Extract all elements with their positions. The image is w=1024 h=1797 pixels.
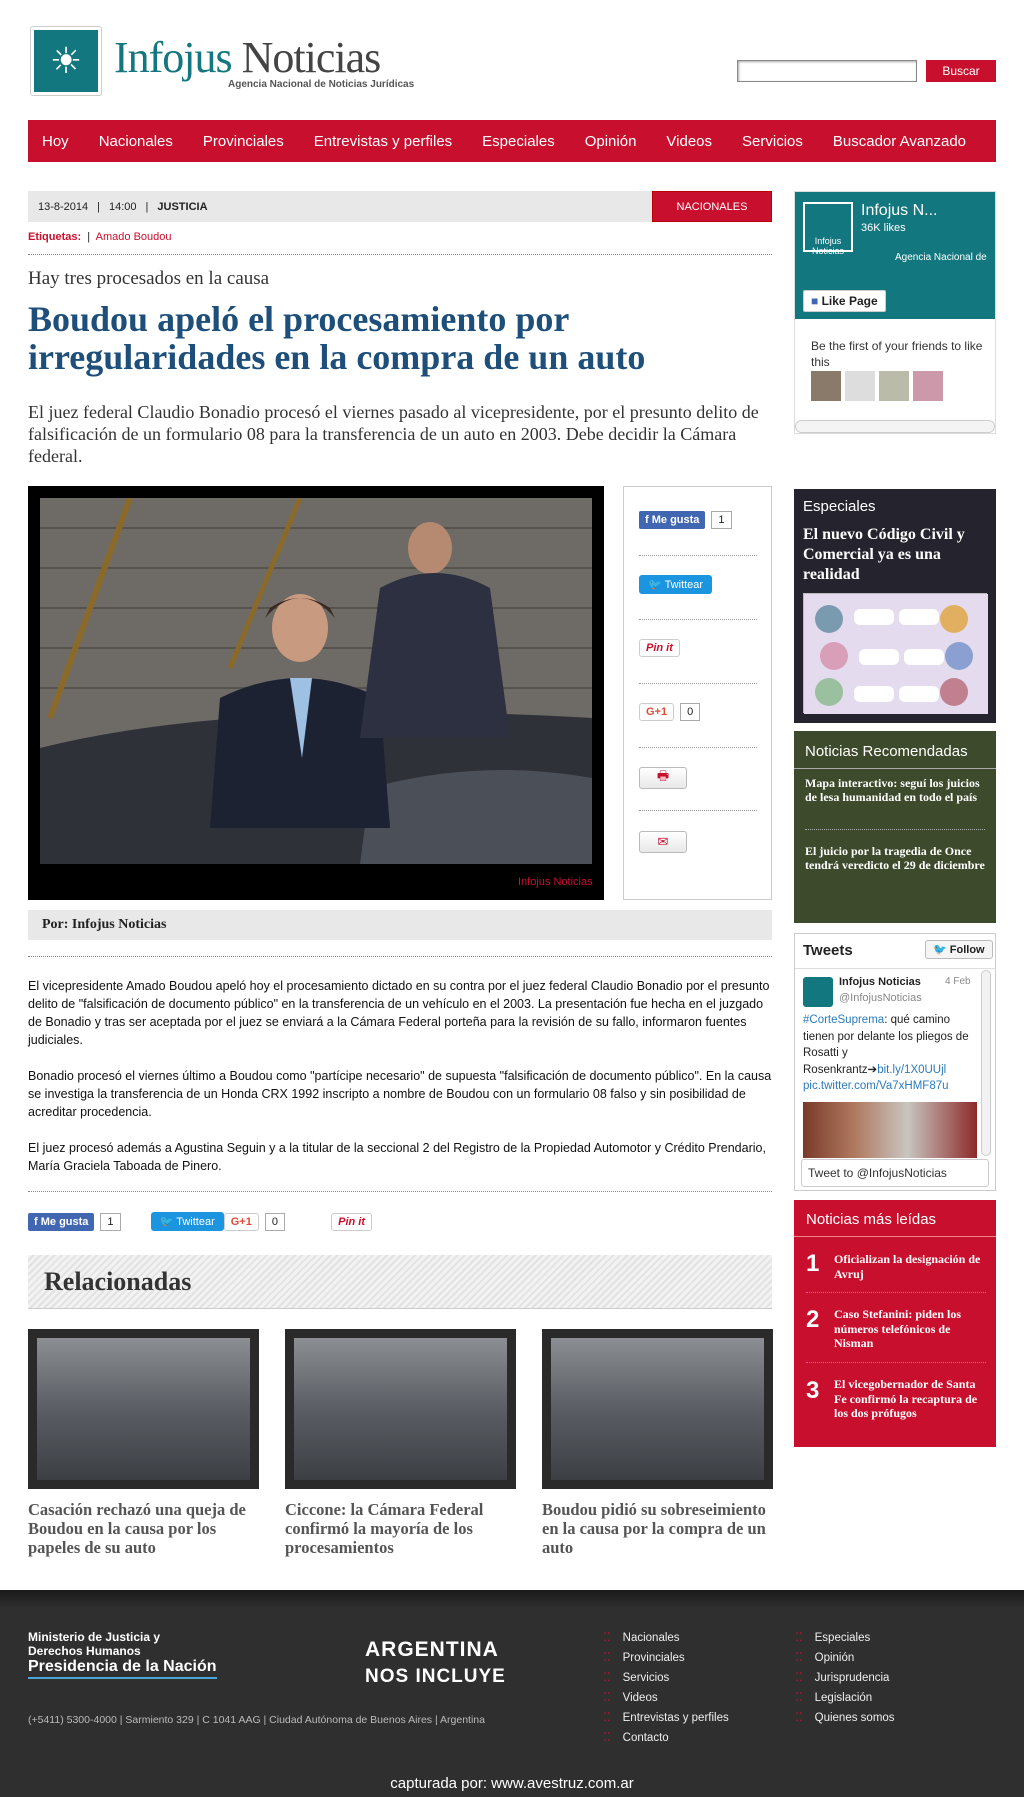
rank-number: 1 bbox=[806, 1250, 820, 1277]
fb-like-button[interactable] bbox=[639, 511, 705, 529]
divider bbox=[639, 555, 757, 556]
footer-link[interactable]: ⁚⁚ Nacionales bbox=[603, 1630, 680, 1644]
recommended-item[interactable]: Mapa interactivo: seguí los juicios de lesa humanidad en todo el país bbox=[805, 776, 980, 804]
tweet-text bbox=[803, 1012, 978, 1095]
related-thumb[interactable] bbox=[542, 1329, 773, 1489]
pin-it-button[interactable]: Pin it bbox=[639, 639, 680, 657]
follow-button[interactable] bbox=[925, 940, 993, 959]
byline bbox=[28, 910, 772, 940]
twitter-bird-icon: 🐦 bbox=[933, 944, 950, 956]
footer-link-label: Especiales bbox=[814, 1632, 871, 1644]
nav-item-especiales[interactable]: Especiales bbox=[482, 132, 555, 150]
divider bbox=[28, 1191, 772, 1192]
gplus-button[interactable]: G+1 bbox=[224, 1213, 259, 1231]
article-photo bbox=[28, 486, 604, 900]
divider bbox=[794, 768, 996, 769]
especiales-title[interactable]: El nuevo Código Civil y Comercial ya es una realidad bbox=[803, 526, 965, 583]
article-lead: El juez federal Claudio Bonadio procesó el viernes pasado al vicepresidente, por el presunto delito de falsificación de un formulario 08 para la transferencia de un auto en 2003. Debe decidir la Cámara federal. bbox=[28, 402, 759, 466]
tweet-label: Twittear bbox=[176, 1216, 215, 1228]
divider bbox=[806, 1292, 986, 1293]
footer-link[interactable]: ⁚⁚ Provinciales bbox=[603, 1650, 685, 1664]
tweet-author[interactable]: Infojus Noticias bbox=[839, 976, 921, 988]
footer-link-label: Videos bbox=[622, 1692, 658, 1704]
facebook-icon: f bbox=[645, 514, 652, 526]
footer-link-label: Jurisprudencia bbox=[814, 1672, 890, 1684]
fb-like-label: Me gusta bbox=[40, 1216, 89, 1228]
footer-link-label: Nacionales bbox=[622, 1632, 680, 1644]
tweets-scrollbar[interactable] bbox=[981, 970, 991, 1156]
rank-number: 3 bbox=[806, 1377, 820, 1404]
divider bbox=[795, 968, 995, 969]
paragraph: El vicepresidente Amado Boudou apeló hoy el procesamiento dictado en su contra por el juez federal Claudio Bonadio por el presunto delito de "falsificación de documento público" en la transferencia de un vehículo en el 2003. La presentación fue hecha en el juzgado de Bonadio y tras ser aceptada por el juez se enviará a la Cámara Federal porteña para la revisión de su fallo, informaron fuentes judiciales. bbox=[28, 979, 770, 1047]
footer-link-label: Contacto bbox=[622, 1732, 669, 1744]
tags-row: Etiquetas: | Amado Boudou bbox=[28, 231, 172, 243]
especiales-illustration[interactable] bbox=[803, 593, 987, 713]
article-headline: Boudou apeló el procesamiento por irregularidades en la compra de un auto bbox=[28, 299, 646, 377]
follow-label: Follow bbox=[949, 944, 985, 956]
tags-label: Etiquetas: bbox=[28, 231, 82, 243]
footer-link[interactable]: ⁚⁚ Especiales bbox=[795, 1630, 871, 1644]
most-read-box bbox=[794, 1200, 996, 1447]
footer-link-label: Entrevistas y perfiles bbox=[622, 1712, 729, 1724]
tweets-heading: Tweets bbox=[803, 942, 853, 959]
nav-item-videos[interactable]: Videos bbox=[666, 132, 713, 150]
search-input[interactable] bbox=[737, 60, 917, 82]
divider bbox=[639, 810, 757, 811]
argentina-logo-line1: ARGENTINA bbox=[365, 1638, 499, 1661]
fb-like-label: Me gusta bbox=[651, 514, 700, 526]
nav-item-entrevistas[interactable]: Entrevistas y perfiles bbox=[313, 132, 453, 150]
tweet-label: Twittear bbox=[664, 579, 704, 591]
logo-badge[interactable] bbox=[30, 26, 102, 96]
related-title[interactable]: Casación rechazó una queja de Boudou en la causa por los papeles de su auto bbox=[28, 1500, 246, 1557]
fb-page-name[interactable]: Infojus N... bbox=[861, 202, 938, 219]
related-photo bbox=[551, 1338, 764, 1480]
divider bbox=[28, 254, 772, 255]
recommended-box bbox=[794, 731, 996, 923]
tweet-body: : qué camino tienen por delante los pliegos de Rosatti y Rosenkrantz➔ bbox=[803, 1014, 969, 1076]
tweet-link[interactable]: bit.ly/1X0UUjl bbox=[877, 1063, 947, 1076]
fb-like-button[interactable] bbox=[28, 1213, 94, 1231]
email-button[interactable] bbox=[639, 831, 687, 853]
nav-item-servicios[interactable]: Servicios bbox=[742, 132, 803, 150]
tweet-button[interactable] bbox=[151, 1212, 224, 1231]
footer-link[interactable]: ⁚⁚ Quienes somos bbox=[795, 1710, 895, 1724]
mail-icon: ✉ bbox=[657, 834, 669, 849]
gplus-count: 0 bbox=[265, 1213, 285, 1231]
fb-like-count: 1 bbox=[100, 1213, 120, 1231]
category-badge[interactable]: NACIONALES bbox=[652, 191, 772, 222]
divider bbox=[28, 956, 772, 957]
divider bbox=[639, 683, 757, 684]
divider bbox=[639, 747, 757, 748]
article-meta-bar: 13-8-2014 | 14:00 | JUSTICIA bbox=[28, 191, 772, 222]
twitter-bird-icon: 🐦 bbox=[159, 1216, 177, 1228]
hashtag-link[interactable]: #CorteSuprema bbox=[803, 1014, 885, 1026]
photo-credit: Infojus Noticias bbox=[518, 876, 593, 888]
logo-name-a: Infojus bbox=[114, 33, 232, 82]
especiales-heading: Especiales bbox=[803, 498, 876, 515]
nav-item-nacionales[interactable]: Nacionales bbox=[98, 132, 173, 150]
nav-item-provinciales[interactable]: Provinciales bbox=[202, 132, 284, 150]
related-photo bbox=[37, 1338, 250, 1480]
divider bbox=[805, 829, 985, 830]
fb-scrollbar[interactable] bbox=[795, 420, 995, 433]
rank-number: 2 bbox=[806, 1306, 820, 1333]
related-title[interactable]: Ciccone: la Cámara Federal confirmó la mayoría de los procesamientos bbox=[285, 1500, 484, 1557]
tweet-to-input[interactable]: Tweet to @InfojusNoticias bbox=[801, 1159, 989, 1187]
footer-link[interactable]: ⁚⁚ Legislación bbox=[795, 1690, 873, 1704]
footer-address: (+5411) 5300-4000 | Sarmiento 329 | C 1041 AAG | Ciudad Autónoma de Buenos Aires | Argentina bbox=[28, 1714, 485, 1726]
article-date: 13-8-2014 bbox=[38, 200, 89, 213]
tweet-button[interactable] bbox=[639, 575, 712, 594]
divider bbox=[794, 1236, 996, 1237]
fb-like-page-button[interactable] bbox=[803, 290, 886, 312]
presidency-logo[interactable]: Presidencia de la Nación bbox=[28, 1658, 217, 1679]
logo-title[interactable] bbox=[114, 34, 380, 82]
print-icon: 🖶 bbox=[656, 768, 670, 783]
footer-link[interactable]: ⁚⁚ Servicios bbox=[603, 1670, 670, 1684]
fb-friend-avatar[interactable] bbox=[811, 371, 841, 401]
article-kicker: Hay tres procesados en la causa bbox=[28, 268, 270, 289]
related-header: Relacionadas bbox=[28, 1255, 772, 1309]
capture-credit: capturada por: www.avestruz.com.ar bbox=[390, 1775, 634, 1792]
fb-cover-sub: Agencia Nacional de bbox=[895, 252, 987, 263]
fb-friend-avatar[interactable] bbox=[879, 371, 909, 401]
fb-friends-text: Be the first of your friends to like this bbox=[811, 339, 983, 369]
photo-image bbox=[40, 498, 592, 864]
search-button[interactable]: Buscar bbox=[926, 60, 996, 82]
related-thumb[interactable] bbox=[285, 1329, 516, 1489]
gplus-button[interactable]: G+1 bbox=[639, 703, 674, 721]
share-box bbox=[623, 486, 772, 900]
tweet-pic-link[interactable]: pic.twitter.com/Va7xHMF87u bbox=[803, 1080, 949, 1092]
bottom-share-bar bbox=[28, 1212, 372, 1231]
paragraph: Bonadio procesó el viernes último a Boudou como "partícipe necesario" de supuesta "falsificación de documento público". En la causa se investiga la transferencia de un Honda CRX 1992 inscripto a nombre de Boudou con un formulario 08 falso y sin posibilidad de acreditar procedencia. bbox=[28, 1069, 772, 1119]
footer-link-label: Quienes somos bbox=[814, 1712, 895, 1724]
article-section[interactable]: JUSTICIA bbox=[157, 200, 208, 213]
footer-link-label: Opinión bbox=[814, 1652, 855, 1664]
paragraph: El juez procesó además a Agustina Seguin y a la titular de la seccional 2 del Registro de la Propiedad Automotor y Crédito Prendario, María Graciela Taboada de Pinero. bbox=[28, 1141, 766, 1173]
facebook-icon: ■ bbox=[811, 294, 822, 308]
tweet-handle[interactable]: @InfojusNoticias bbox=[839, 992, 922, 1004]
facebook-page-widget bbox=[794, 191, 996, 434]
footer-link-label: Legislación bbox=[814, 1692, 873, 1704]
article-body bbox=[28, 977, 772, 1193]
pin-it-button[interactable]: Pin it bbox=[331, 1213, 372, 1231]
nav-item-buscador[interactable]: Buscador Avanzado bbox=[832, 132, 967, 150]
ministry-logo[interactable]: Ministerio de Justicia y Derechos Humanos bbox=[28, 1630, 161, 1658]
footer-link-label: Provinciales bbox=[622, 1652, 685, 1664]
article-time: 14:00 bbox=[109, 200, 137, 213]
main-nav bbox=[28, 120, 996, 162]
related-title[interactable]: Boudou pidió su sobreseimiento en la causa por la compra de un auto bbox=[542, 1500, 766, 1557]
logo-subtitle: Agencia Nacional de Noticias Jurídicas bbox=[228, 79, 415, 90]
related-photo bbox=[294, 1338, 507, 1480]
gplus-count: 0 bbox=[680, 703, 700, 721]
logo-name-b: Noticias bbox=[241, 33, 381, 82]
most-read-item[interactable]: Caso Stefanini: piden los números telefónicos de Nisman bbox=[834, 1307, 962, 1350]
footer-link[interactable]: ⁚⁚ Videos bbox=[603, 1690, 658, 1704]
nav-item-opinion[interactable]: Opinión bbox=[584, 132, 637, 150]
footer-link[interactable]: ⁚⁚ Contacto bbox=[603, 1730, 669, 1744]
tweet-image[interactable] bbox=[803, 1102, 977, 1158]
twitter-bird-icon: 🐦 bbox=[648, 579, 665, 591]
footer-link[interactable]: ⁚⁚ Jurisprudencia bbox=[795, 1670, 890, 1684]
fb-friend-avatar[interactable] bbox=[845, 371, 875, 401]
fb-like-page-label: Like Page bbox=[821, 294, 878, 308]
footer-link-label: Servicios bbox=[622, 1672, 670, 1684]
recommended-heading: Noticias Recomendadas bbox=[805, 743, 968, 760]
fb-page-likes: 36K likes bbox=[861, 222, 906, 234]
fb-like-count: 1 bbox=[711, 511, 731, 529]
fb-page-logo bbox=[803, 202, 853, 256]
most-read-item[interactable]: El vicegobernador de Santa Fe confirmó la recaptura de los dos prófugos bbox=[834, 1377, 978, 1420]
related-thumb[interactable] bbox=[28, 1329, 259, 1489]
facebook-icon: f bbox=[34, 1216, 41, 1228]
tweet-date[interactable]: 4 Feb bbox=[945, 976, 971, 987]
recommended-item[interactable]: El juicio por la tragedia de Once tendrá veredicto el 29 de diciembre bbox=[805, 844, 985, 872]
nav-item-hoy[interactable]: Hoy bbox=[42, 132, 69, 150]
especiales-box bbox=[794, 489, 996, 723]
fb-cover-text: Infojus Noticias bbox=[811, 236, 844, 256]
footer bbox=[0, 1590, 1024, 1797]
most-read-heading: Noticias más leídas bbox=[806, 1211, 937, 1228]
footer-link[interactable]: ⁚⁚ Opinión bbox=[795, 1650, 855, 1664]
avatar[interactable] bbox=[803, 977, 833, 1007]
byline-text: Por: Infojus Noticias bbox=[42, 917, 167, 932]
twitter-widget bbox=[794, 933, 996, 1191]
tag-link[interactable]: Amado Boudou bbox=[95, 231, 172, 243]
book-sun-icon: ☀ bbox=[34, 30, 98, 92]
argentina-logo-line2: NOS INCLUYE bbox=[365, 1666, 506, 1687]
fb-friend-avatar[interactable] bbox=[913, 371, 943, 401]
divider bbox=[639, 619, 757, 620]
divider bbox=[806, 1362, 986, 1363]
footer-link[interactable]: ⁚⁚ Entrevistas y perfiles bbox=[603, 1710, 729, 1724]
print-button[interactable] bbox=[639, 767, 687, 789]
most-read-item[interactable]: Oficializan la designación de Avruj bbox=[834, 1252, 981, 1281]
